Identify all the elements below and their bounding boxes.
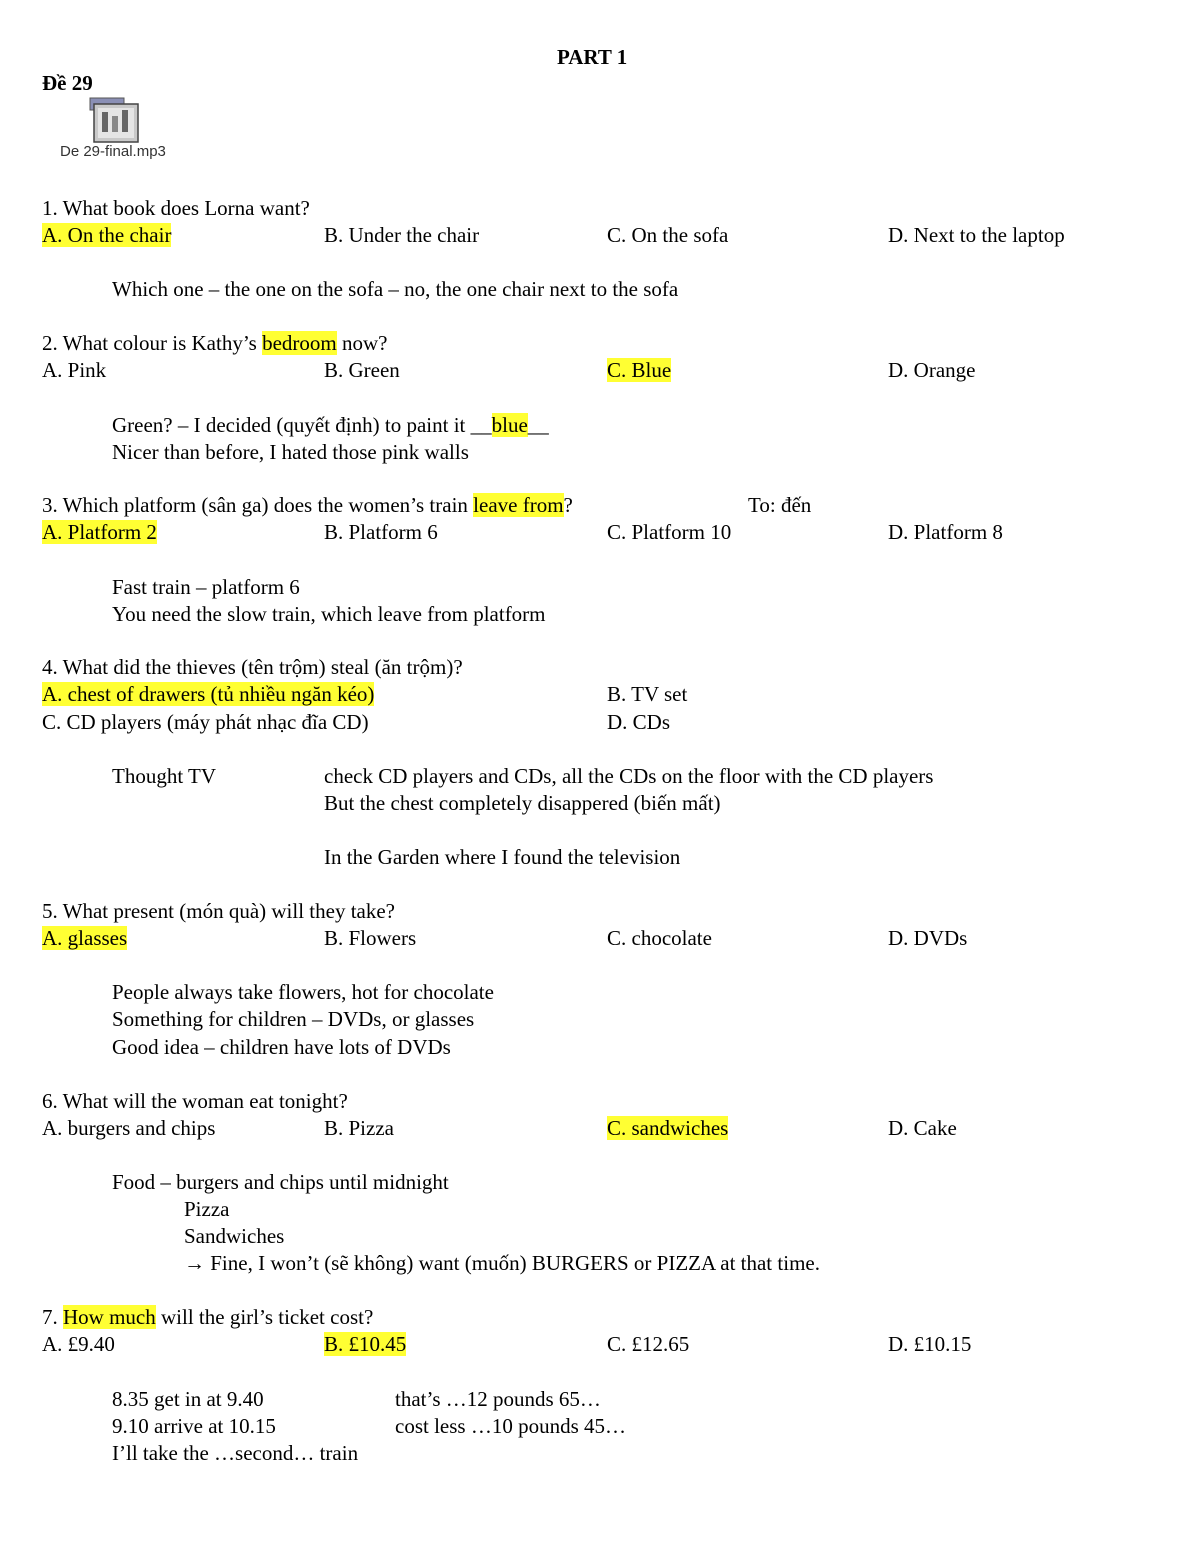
q4-note-1: check CD players and CDs, all the CDs on the floor with the CD players [324,764,934,788]
q4-option-a: A. chest of drawers (tủ nhiều ngăn kéo) [42,682,375,706]
q5-option-c: C. chocolate [607,926,712,950]
q5-note-1: People always take flowers, hot for chocolate [112,980,494,1004]
question-4: 4. What did the thieves (tên trộm) steal (ăn trộm)? [42,655,463,679]
q4-option-c: C. CD players (máy phát nhạc đĩa CD) [42,710,369,734]
q4-note-3: In the Garden where I found the television [324,845,681,869]
q2-note-2: Nicer than before, I hated those pink walls [112,440,469,464]
arrow-right-icon: → [184,1251,205,1275]
q4-note-2: But the chest completely disappered (biến mất) [324,791,721,815]
q7-note-left-1: 8.35 get in at 9.40 [112,1387,264,1411]
q4-option-b: B. TV set [607,682,688,706]
q4-note-label: Thought TV [112,764,217,788]
q1-option-a: A. On the chair [42,223,172,247]
question-1: 1. What book does Lorna want? [42,196,310,220]
q6-option-b: B. Pizza [324,1116,394,1140]
q7-option-b: B. £10.45 [324,1332,407,1356]
q1-option-d: D. Next to the laptop [888,223,1065,247]
q5-note-3: Good idea – children have lots of DVDs [112,1035,451,1059]
question-6: 6. What will the woman eat tonight? [42,1089,348,1113]
question-3: 3. Which platform (sân ga) does the women’s train leave from? [42,493,573,517]
q7-option-c: C. £12.65 [607,1332,690,1356]
question-5: 5. What present (món quà) will they take? [42,899,396,923]
q6-option-d: D. Cake [888,1116,957,1140]
q6-note-3: Sandwiches [184,1224,285,1248]
q6-option-c: C. sandwiches [607,1116,729,1140]
q3-option-d: D. Platform 8 [888,520,1003,544]
q5-option-a: A. glasses [42,926,128,950]
q6-note-2: Pizza [184,1197,230,1221]
q3-note-2: You need the slow train, which leave from platform [112,602,546,626]
page-title: PART 1 [557,45,628,69]
q6-option-a: A. burgers and chips [42,1116,216,1140]
audio-file-name[interactable]: De 29-final.mp3 [60,143,166,160]
q6-note-1: Food – burgers and chips until midnight [112,1170,449,1194]
q1-option-c: C. On the sofa [607,223,729,247]
q2-option-b: B. Green [324,358,400,382]
q3-option-b: B. Platform 6 [324,520,438,544]
q6-note-4: → Fine, I won’t (sẽ không) want (muốn) BURGERS or PIZZA at that time. [184,1251,820,1275]
q7-note-left-2: 9.10 arrive at 10.15 [112,1414,276,1438]
q3-note-1: Fast train – platform 6 [112,575,300,599]
q7-note-right-1: that’s …12 pounds 65… [395,1387,601,1411]
q5-option-d: D. DVDs [888,926,968,950]
q1-note: Which one – the one on the sofa – no, the one chair next to the sofa [112,277,679,301]
q3-side-note: To: đến [748,493,812,517]
q7-option-a: A. £9.40 [42,1332,115,1356]
q7-note-left-3: I’ll take the …second… train [112,1441,359,1465]
q5-option-b: B. Flowers [324,926,417,950]
q7-option-d: D. £10.15 [888,1332,972,1356]
q7-note-right-2: cost less …10 pounds 45… [395,1414,626,1438]
q2-option-a: A. Pink [42,358,107,382]
q3-option-a: A. Platform 2 [42,520,157,544]
q4-option-d: D. CDs [607,710,671,734]
question-2: 2. What colour is Kathy’s bedroom now? [42,331,388,355]
q2-option-d: D. Orange [888,358,976,382]
question-7: 7. How much will the girl’s ticket cost? [42,1305,374,1329]
audio-file-icon[interactable] [88,96,140,144]
q5-note-2: Something for children – DVDs, or glasses [112,1007,475,1031]
q3-option-c: C. Platform 10 [607,520,732,544]
exam-number: Đề 29 [42,71,93,95]
q2-note-1: Green? – I decided (quyết định) to paint it __blue__ [112,413,549,437]
q2-option-c: C. Blue [607,358,672,382]
q1-option-b: B. Under the chair [324,223,480,247]
